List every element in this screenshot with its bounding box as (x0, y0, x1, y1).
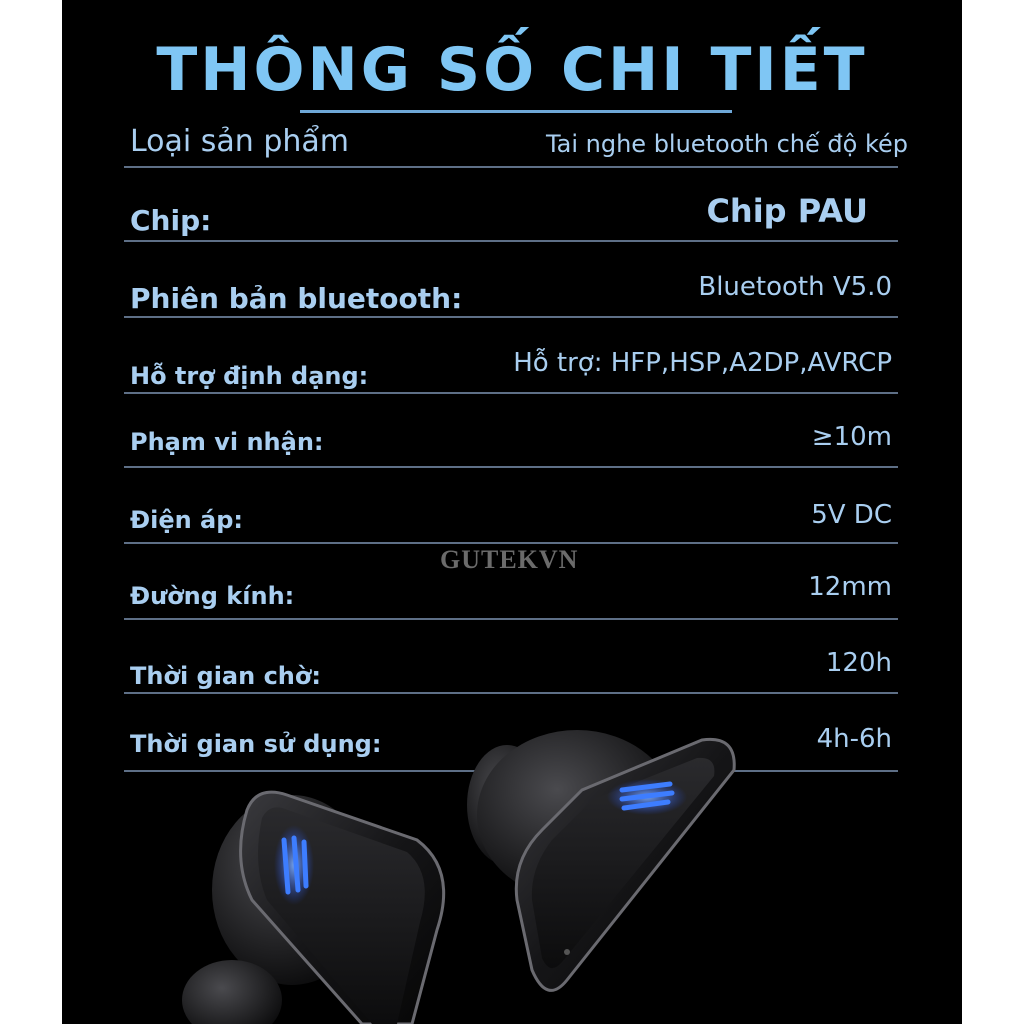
spec-panel (62, 0, 962, 1024)
right-earbud (467, 730, 734, 990)
spec-value: ≥10m (811, 422, 892, 452)
spec-label: Thời gian chờ: (130, 662, 321, 690)
spec-label: Phiên bản bluetooth: (130, 282, 463, 315)
spec-row-bluetooth-version (124, 240, 898, 318)
spec-label: Hỗ trợ định dạng: (130, 362, 369, 390)
spec-row-range (124, 392, 898, 468)
left-earbud (182, 792, 444, 1024)
spec-value: Hỗ trợ: HFP,HSP,A2DP,AVRCP (513, 348, 892, 378)
spec-label: Thời gian sử dụng: (130, 730, 382, 758)
spec-label: Phạm vi nhận: (130, 428, 324, 456)
spec-label: Loại sản phẩm (130, 124, 350, 159)
spec-value: Tai nghe bluetooth chế độ kép (545, 130, 908, 158)
spec-label: Đường kính: (130, 582, 295, 610)
spec-value: Bluetooth V5.0 (698, 272, 892, 302)
spec-value: Chip PAU (706, 192, 868, 230)
spec-row-product-type (124, 118, 908, 168)
spec-row-chip (124, 166, 898, 242)
earbuds-illustration (62, 700, 962, 1024)
spec-value: 5V DC (811, 500, 892, 530)
spec-row-supported-formats (124, 316, 898, 394)
spec-label: Chip: (130, 204, 212, 237)
spec-value: 120h (825, 648, 892, 678)
right-mic-hole (564, 949, 570, 955)
page-title: THÔNG SỐ CHI TIẾT (156, 35, 868, 105)
title-underline (300, 110, 732, 113)
spec-value: 12mm (808, 572, 892, 602)
spec-row-standby-time (124, 618, 898, 694)
spec-value: 4h-6h (816, 724, 892, 754)
spec-label: Điện áp: (130, 506, 244, 534)
watermark: GUTEKVN (440, 545, 579, 574)
spec-row-voltage (124, 466, 898, 544)
